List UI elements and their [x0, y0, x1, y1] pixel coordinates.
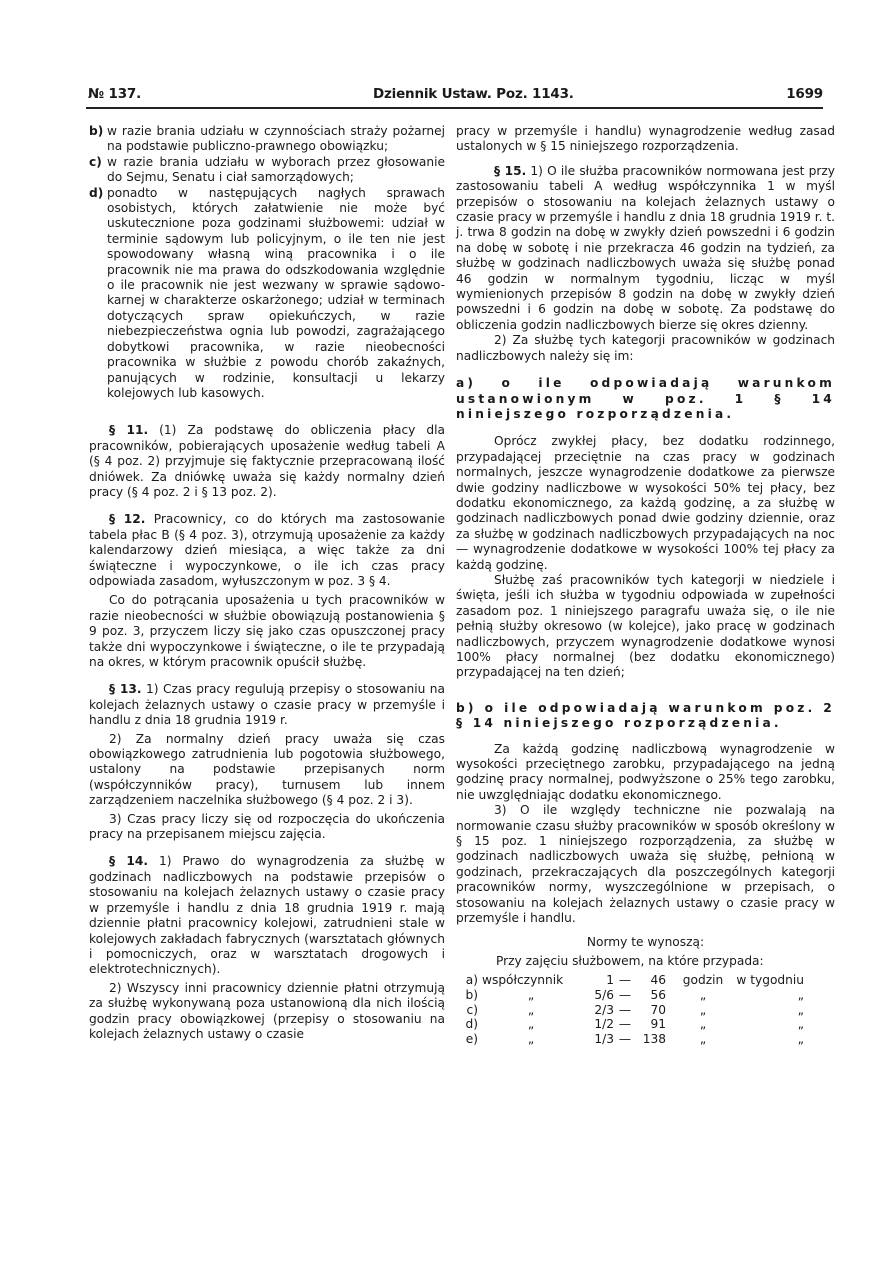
- norm-period: „: [797, 1031, 804, 1046]
- norm-hours: 70: [650, 1002, 666, 1017]
- section-12: [89, 512, 445, 589]
- item-label: b): [89, 124, 104, 138]
- norm-hours: 91: [650, 1017, 666, 1032]
- section-text: 1) Czas pracy regulują przepisy o stosowaniu na kolejach żelaznych ustawy o czasie pracy w przemyśle i handlu z dnia 18 grudnia 1919 r.: [89, 682, 445, 728]
- norm-row: [456, 973, 835, 988]
- norm-dash: —: [618, 987, 632, 1002]
- subsection-a-heading: a) o ile odpowiadają warunkom ustanowionym w poz. 1 § 14 niniejszego rozporządzenia.: [456, 376, 835, 421]
- norm-period: „: [797, 1002, 804, 1017]
- section-13-para-2: [89, 732, 445, 809]
- subsection-a-para-2: Służbę zaś pracowników tych kategorji w niedziele i święta, jeśli ich służba w tygodniu odpowiada w zupełności zasadom poz. 1 niniejszego paragrafu uważa się, o ile nie pełnią służby okresowo (w kolejce), jako pracę w godzinach nadliczbowych, przyczem wynagrodzenie dodatkowe wynosi 100% płacy normalnej (bez dodatku ekonomicznego) przypadającej na ten dzień;: [456, 572, 835, 680]
- norm-coefficient: 2/3: [594, 1002, 614, 1017]
- norm-name: „: [527, 987, 535, 1002]
- item-label: d): [89, 185, 104, 200]
- norm-label: c): [466, 1002, 478, 1017]
- section-13-para-3: [89, 812, 445, 843]
- section-13: [89, 682, 445, 728]
- section-text: Pracownicy, co do których ma zastosowanie tabela płac B (§ 4 poz. 3), otrzymują uposażenie za każdy kalendarzowy dzień miesiąca, a więc także za dni świąteczne i wypoczynkowe, o ile ich czas pracy odpowiada zasadom, wyłuszczonym w poz. 3 § 4.: [89, 512, 445, 588]
- section-15-para-3: 3) O ile względy techniczne nie pozwalają na normowanie czasu służby pracowników w sposób określony w § 15 poz. 1 niniejszego rozporządzenia, za służbę w godzinach nadliczbowych uważa się służbę, pełnioną w godzinach, przekraczających dla poszczególnych kategorji pracowników normy, wyszczególnione w przepisach, o stosowaniu na kolejach żelaznych ustawy o czasie pracy w przemyśle i handlu.: [456, 803, 835, 926]
- list-item-c: [89, 155, 445, 186]
- right-column: [456, 124, 835, 1046]
- norms-title: Normy te wynoszą:: [586, 934, 705, 949]
- norm-label: b): [465, 987, 478, 1002]
- norm-period: „: [797, 987, 804, 1002]
- item-text: w razie brania udziału w czynnościach straży pożarnej na podstawie publiczno-prawnego obowiązku;: [107, 124, 445, 154]
- section-15-para-2: 2) Za służbę tych kategorji pracowników w godzinach nadliczbowych należy się im:: [456, 333, 835, 363]
- norm-row: [456, 1003, 835, 1018]
- section-12-para-2: [89, 593, 445, 670]
- section-heading: § 15.: [494, 163, 527, 178]
- left-column: [89, 124, 445, 1042]
- norms-intro: Przy zajęciu służbowem, na które przypada:: [496, 953, 764, 968]
- norm-unit: godzin: [682, 973, 724, 988]
- norm-label: e): [465, 1031, 478, 1046]
- subsection-b-para-1: Za każdą godzinę nadliczbową wynagrodzenie w wysokości przeciętnego zarobku, przypadającego na jedną godzinę pracy normalnej, podwyższone o 25% tego zarobku, nie uwzględniając dodatku ekonomicznego.: [456, 741, 835, 802]
- section-heading: § 11.: [109, 423, 149, 438]
- norm-hours: 56: [650, 987, 666, 1002]
- norms-table: [456, 973, 835, 1046]
- list-item-d: [89, 186, 445, 402]
- section-14-para-2: [89, 981, 445, 1043]
- norm-unit: „: [699, 1017, 707, 1032]
- subsection-b-heading: b) o ile odpowiadają warunkom poz. 2 § 14 niniejszego rozporządzenia.: [456, 700, 835, 731]
- section-text: 2) Za normalny dzień pracy uważa się czas obowiązkowego zatrudnienia lub pogotowia służbowego, ustalony na podstawie przepisanych norm (współczynników pracy), turnusem lub innem zarządzeniem naczelnika służbowego (§ 4 poz. 2 i 3).: [89, 731, 445, 808]
- norm-row: [456, 988, 835, 1003]
- section-text: 2) Wszyscy inni pracownicy dziennie płatni otrzymują za służbę wykonywaną poza ustanowioną dla nich ilością godzin pracy obowiązkowej (przepisy o stosowaniu na kolejach żelaznych ustawy o czasie: [89, 980, 445, 1041]
- section-heading: § 13.: [109, 682, 142, 697]
- norm-label: a): [465, 973, 478, 988]
- norm-hours: 46: [650, 973, 666, 988]
- norm-label: d): [465, 1017, 478, 1032]
- section-heading: § 12.: [109, 512, 146, 527]
- section-11: [89, 423, 445, 500]
- norm-name: „: [527, 1031, 535, 1046]
- item-text: ponadto w następujących nagłych sprawach osobistych, których załatwienie nie może być uskutecznione poza godzinami służbowemi: udział w terminie sądowym lub policyjnym, o ile ten nie jest spowodowany własną winą pracownika i o ile pracownik nie ma prawa do odszkodowania względnie o ile pracownik nie jest wezwany w sprawie sądowo-karnej w charakterze oskarżonego; udział w terminach dotyczących spraw opiekuńczych, w razie niebezpieczeństwa ognia lub powodzi, zagrażającego dobytkowi pracownika, w razie nieobecności pracownika w służbie z powodu chorób zakaźnych, panujących w rodzinie, konsultacji u lekarzy kolejowych lub kasowych.: [107, 185, 445, 400]
- item-label: c): [89, 154, 102, 169]
- norm-dash: —: [618, 1002, 632, 1017]
- norm-row: [456, 1017, 835, 1032]
- norm-name: współczynnik: [482, 973, 564, 988]
- section-14: [89, 854, 445, 977]
- section-15: [456, 164, 835, 333]
- norm-row: [456, 1032, 835, 1047]
- norm-unit: „: [699, 1031, 707, 1046]
- norm-period: w tygodniu: [736, 973, 804, 988]
- journal-title: Dziennik Ustaw. Poz. 1143.: [373, 86, 574, 102]
- norm-unit: „: [699, 1002, 707, 1017]
- norm-period: „: [797, 1017, 804, 1032]
- norm-dash: —: [618, 1031, 632, 1046]
- section-text: 1) O ile służba pracowników normowana jest przy zastosowaniu tabeli A według współczynnika 1 w myśl przepisów o stosowaniu na kolejach żelaznych ustawy o czasie pracy w przemyśle i handlu z dnia 18 grudnia 1919 r. t. j. trwa 8 godzin na dobę w zwykły dzień powszedni i 6 godzin na dobę w sobotę i nie przekracza 46 godzin na tydzień, za służbę w godzinach nadliczbowych uważa się służbę ponad 46 godzin w normalnym tygodniu, licząc w myśl wymienionych przepisów 8 godzin na dobę w zwykły dzień powszedni i 6 godzin na dobę w sobotę. Za podstawę do obliczenia godzin nadliczbowych bierze się okres dzienny.: [456, 163, 835, 332]
- header-rule: [86, 107, 823, 109]
- section-text: Co do potrącania uposażenia u tych pracowników w razie nieobecności w służbie obowiązują postanowienia § 9 poz. 3, przyczem liczy się jako czas opuszczonej pracy także dni wypoczynkowe i świąteczne, o ile te przypadają na okres, w którym pracownik opuścił służbę.: [89, 593, 445, 669]
- page-header: [88, 86, 823, 108]
- issue-number: № 137.: [88, 86, 142, 102]
- norm-dash: —: [618, 973, 632, 988]
- section-text: 3) Czas pracy liczy się od rozpoczęcia do ukończenia pracy na przepisanem miejscu zajęcia.: [89, 811, 445, 842]
- norm-name: „: [527, 1017, 535, 1032]
- norm-coefficient: 1/2: [594, 1017, 614, 1032]
- norm-dash: —: [618, 1017, 632, 1032]
- norm-name: „: [527, 1002, 535, 1017]
- page-number: 1699: [786, 86, 823, 102]
- norm-coefficient: 1: [606, 973, 614, 988]
- norm-coefficient: 1/3: [594, 1031, 614, 1046]
- item-text: w razie brania udziału w wyborach przez głosowanie do Sejmu, Senatu i ciał samorządowych;: [107, 154, 445, 185]
- list-item-b: [89, 124, 445, 155]
- norm-coefficient: 5/6: [594, 987, 614, 1002]
- norm-unit: „: [699, 987, 707, 1002]
- subsection-a-para-1: Oprócz zwykłej płacy, bez dodatku rodzinnego, przypadającej przeciętnie na czas pracy w godzinach normalnych, jeszcze wynagrodzenie dodatkowe za pierwsze dwie godziny nadliczbowe w wysokości 50% tej płacy, bez dodatku ekonomicznego, za każdą godzinę, a za służbę w godzinach nadliczbowych ponad dwie godziny dziennie, oraz za służbę w godzinach nadliczbowych przypadających na noc — wynagrodzenie dodatkowe w wysokości 100% tej płacy za każdą godzinę.: [456, 434, 835, 572]
- continuation-text: pracy w przemyśle i handlu) wynagrodzenie według zasad ustalonych w § 15 niniejszego rozporządzenia.: [456, 124, 835, 154]
- section-text: (1) Za podstawę do obliczenia płacy dla pracowników, pobierających uposażenie według tabeli A (§ 4 poz. 2) przyjmuje się faktycznie przepracowaną ilość dniówek. Za dniówkę uważa się każdy normalny dzień pracy (§ 4 poz. 2 i § 13 poz. 2).: [89, 423, 445, 499]
- section-heading: § 14.: [109, 854, 149, 869]
- section-text: 1) Prawo do wynagrodzenia za służbę w godzinach nadliczbowych na podstawie przepisów o stosowaniu na kolejach żelaznych ustawy o czasie pracy w przemyśle i handlu z dnia 18 grudnia 1919 r. mają dziennie płatni pracownicy kolejowi, zatrudnieni stale w kolejowych zakładach fabrycznych (warsztatach głównych i pomocniczych, oraz w warsztatach drogowych i elektrotechnicznych).: [89, 854, 445, 977]
- norm-hours: 138: [642, 1031, 666, 1046]
